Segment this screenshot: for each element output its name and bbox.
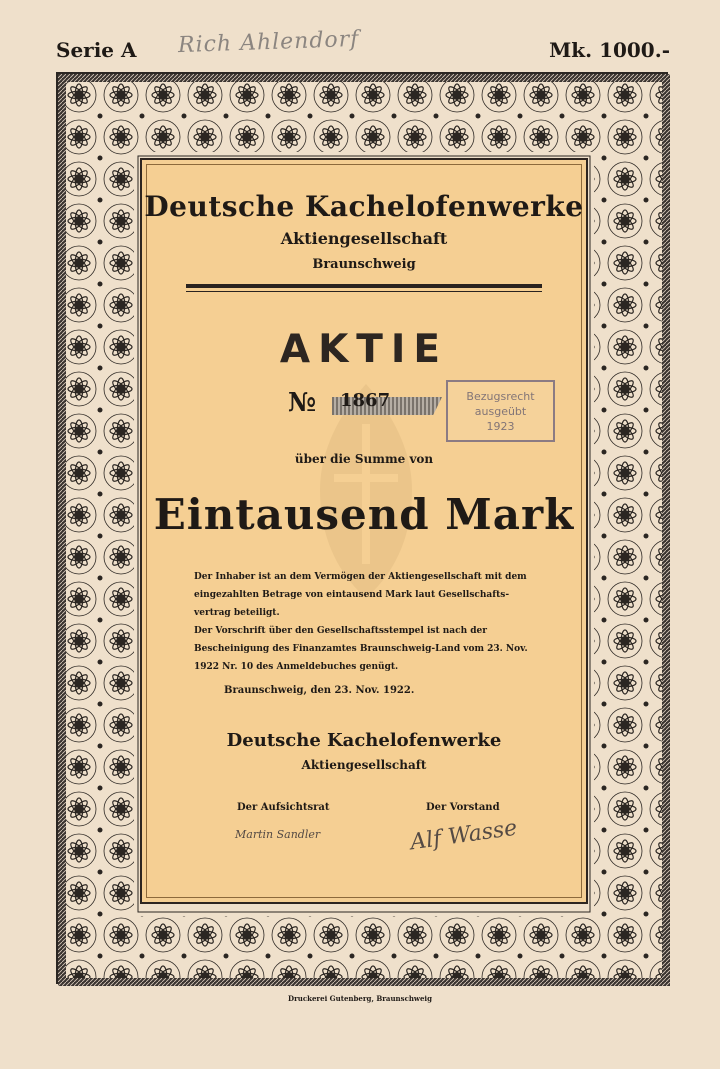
number-sign: №: [288, 388, 317, 418]
signature-1: Martin Sandler: [235, 828, 321, 841]
pencil-note: Rich Ahlendorf: [177, 26, 360, 59]
company-name: Deutsche Kachelofenwerke: [144, 190, 584, 223]
header-rule-thin: [186, 291, 542, 292]
certificate-title: AKTIE: [279, 327, 449, 372]
stamp-line-3: 1923: [486, 420, 515, 433]
serie-label: Serie A: [56, 38, 137, 62]
header-rule-thick: [186, 284, 542, 288]
amount-in-words: Eintausend Mark: [153, 490, 575, 539]
certificate-panel: [140, 158, 588, 904]
paragraph-2: Der Vorschrift über den Gesellschaftsstempel ist nach der Bescheinigung des Finanzamtes Braunschweig-Land vom 23. Nov. 1922 Nr. 10 des Anmeldebuches genügt.: [194, 626, 528, 672]
city: Braunschweig: [312, 257, 416, 272]
stamp: [446, 380, 555, 442]
stamp-line-2: ausgeübt: [474, 405, 527, 418]
date-line: Braunschweig, den 23. Nov. 1922.: [224, 685, 415, 696]
printer-note: Druckerei Gutenberg, Braunschweig: [288, 994, 432, 1003]
face-value: Mk. 1000.-: [549, 38, 670, 62]
company-type: Aktiengesellschaft: [280, 229, 448, 248]
board-label: Der Vorstand: [426, 802, 500, 813]
certificate-number-row: [288, 390, 448, 420]
supervisory-board-label: Der Aufsichtsrat: [237, 802, 330, 813]
company-type-bottom: Aktiengesellschaft: [301, 758, 427, 772]
company-name-bottom: Deutsche Kachelofenwerke: [226, 730, 502, 751]
certificate-number: 1867: [340, 390, 391, 411]
sum-label: über die Summe von: [294, 452, 434, 466]
stamp-line-1: Bezugsrecht: [466, 390, 535, 403]
signature-2: Alf Wasse: [408, 815, 519, 856]
paragraph-1: Der Inhaber ist an dem Vermögen der Aktiengesellschaft mit dem eingezahlten Betrage von eintausend Mark laut Gesellschafts-vertrag beteiligt.: [194, 572, 527, 618]
